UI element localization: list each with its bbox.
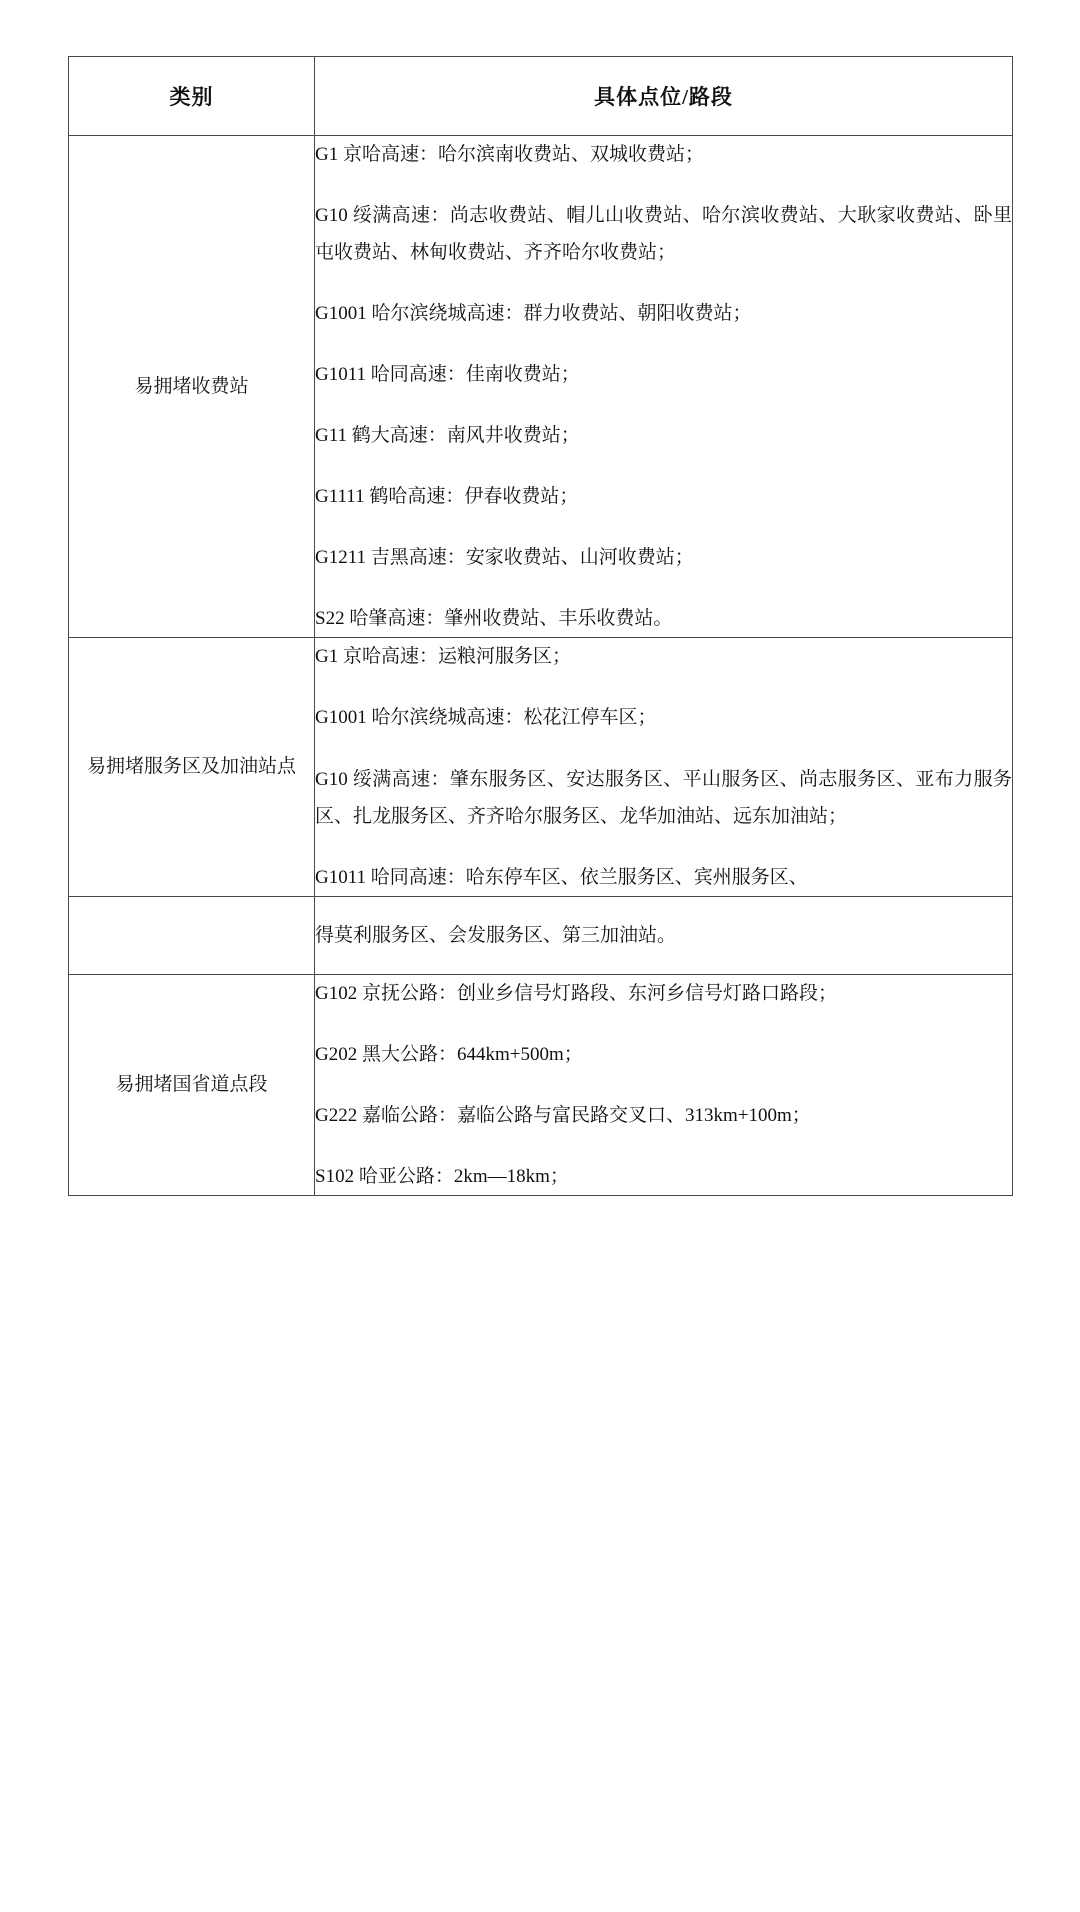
row-detail [315, 136, 1013, 638]
row-category: 易拥堵国省道点段 [69, 974, 315, 1195]
detail-line: G10 绥满高速：肇东服务区、安达服务区、平山服务区、尚志服务区、亚布力服务区、扎龙服务区、齐齐哈尔服务区、龙华加油站、远东加油站； [315, 768, 1012, 827]
detail-line: G1111 鹤哈高速：伊春收费站； [315, 486, 579, 508]
table-header-row [69, 57, 1013, 136]
row-detail [315, 974, 1013, 1195]
table-row [69, 136, 1013, 638]
table-row [69, 638, 1013, 896]
detail-line: S22 哈肇高速：肇州收费站、丰乐收费站。 [315, 608, 673, 630]
detail-line: G202 黑大公路：644km+500m； [315, 1043, 583, 1065]
row-detail [315, 638, 1013, 896]
table-row-continuation [69, 896, 1013, 974]
detail-line: G1001 哈尔滨绕城高速：群力收费站、朝阳收费站； [315, 303, 752, 325]
table-row [69, 974, 1013, 1195]
row-detail [315, 896, 1013, 974]
row-category-empty [69, 896, 315, 974]
detail-line: G1011 哈同高速：佳南收费站； [315, 364, 580, 386]
detail-line: G1211 吉黑高速：安家收费站、山河收费站； [315, 547, 694, 569]
detail-line: G1 京哈高速：哈尔滨南收费站、双城收费站； [315, 144, 704, 165]
detail-line: 得莫利服务区、会发服务区、第三加油站。 [315, 924, 677, 946]
detail-line: G1011 哈同高速：哈东停车区、依兰服务区、宾州服务区、 [315, 866, 808, 888]
column-header-category: 类别 [69, 57, 315, 136]
detail-line: G222 嘉临公路：嘉临公路与富民路交叉口、313km+100m； [315, 1104, 811, 1126]
column-header-detail: 具体点位/路段 [315, 57, 1013, 136]
row-category: 易拥堵收费站 [69, 136, 315, 638]
detail-line: G10 绥满高速：尚志收费站、帽儿山收费站、哈尔滨收费站、大耿家收费站、卧里屯收费站、林甸收费站、齐齐哈尔收费站； [315, 205, 1012, 264]
detail-line: G1 京哈高速：运粮河服务区； [315, 646, 571, 668]
row-category: 易拥堵服务区及加油站点 [69, 638, 315, 896]
detail-line: G11 鹤大高速：南风井收费站； [315, 425, 580, 447]
detail-line: G1001 哈尔滨绕城高速：松花江停车区； [315, 707, 657, 729]
detail-line: S102 哈亚公路：2km—18km； [315, 1165, 569, 1187]
detail-line: G102 京抚公路：创业乡信号灯路段、东河乡信号灯路口路段； [315, 982, 837, 1004]
congestion-points-table [68, 56, 1013, 1196]
